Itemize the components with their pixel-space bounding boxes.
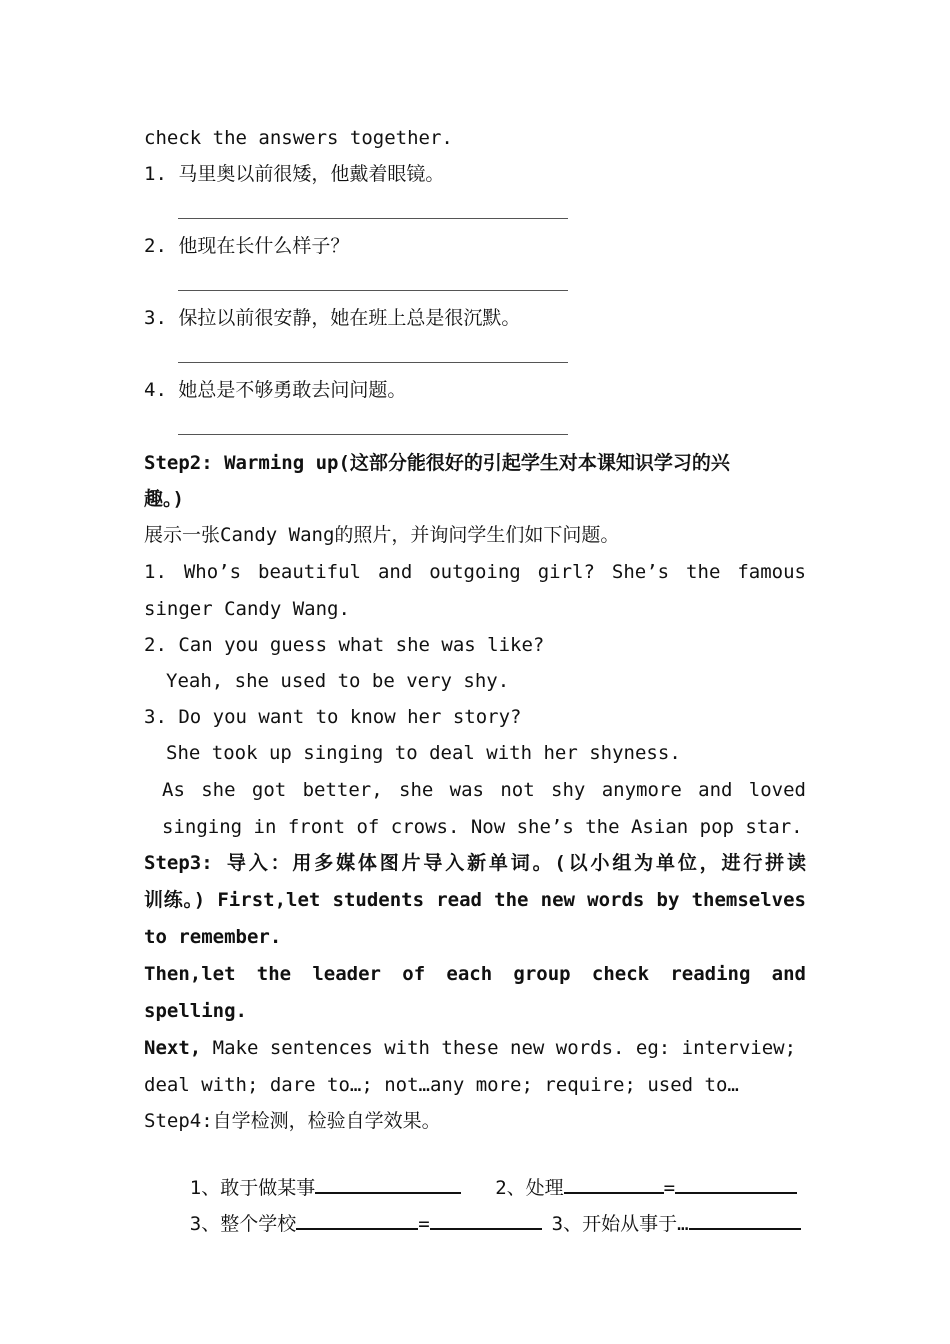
- step2-heading: Step2: Warming up(这部分能很好的引起学生对本课知识学习的兴: [144, 452, 730, 474]
- step2-heading-cont: 趣。): [144, 488, 184, 510]
- text-line: to remember.: [144, 926, 282, 948]
- exercise-item-4: 4. 她总是不够勇敢去问问题。: [144, 379, 407, 401]
- fill-item-label: 1、敢于做某事: [189, 1177, 316, 1199]
- exercise-item-3: 3. 保拉以前很安静，她在班上总是很沉默。: [144, 307, 521, 329]
- question-2: 2. Can you guess what she was like?: [144, 634, 545, 656]
- answer-3: She took up singing to deal with her shyness.: [166, 742, 681, 764]
- fill-row-1: [144, 1142, 806, 1199]
- exercise-item-2: 2. 他现在长什么样子？: [144, 235, 350, 257]
- fill-row-2: [144, 1178, 806, 1235]
- next-text: Make sentences with these new words. eg: interview;: [201, 1037, 797, 1059]
- answer-line: [178, 362, 568, 363]
- next-label: Next,: [144, 1037, 202, 1059]
- text-line: Then,let the leader of each group check reading and: [144, 963, 806, 985]
- step4-heading: Step4:自学检测，检验自学效果。: [144, 1110, 441, 1132]
- text-line: singer Candy Wang.: [144, 598, 350, 620]
- exercise-item-1: 1. 马里奥以前很矮，他戴着眼镜。: [144, 163, 445, 185]
- fill-item-label: 3、整个学校: [189, 1213, 297, 1235]
- text-line: 展示一张Candy Wang的照片，并询问学生们如下问题。: [144, 524, 620, 546]
- fill-blank[interactable]: [296, 1208, 418, 1230]
- text-line: [144, 1033, 806, 1063]
- answer-3-cont: As she got better, she was not shy anymore and loved: [162, 779, 806, 801]
- answer-2: Yeah, she used to be very shy.: [166, 670, 510, 692]
- answer-3-cont: singing in front of crows. Now she’s the Asian pop star.: [162, 816, 803, 838]
- answer-line: [178, 218, 568, 219]
- answer-line: [178, 434, 568, 435]
- text-line: spelling.: [144, 1000, 247, 1022]
- fill-blank[interactable]: [689, 1208, 801, 1230]
- fill-item-label: 2、处理: [495, 1177, 564, 1199]
- answer-line: [178, 290, 568, 291]
- text-line: check the answers together.: [144, 127, 453, 149]
- text-line: 训练。) First,let students read the new words by themselves: [144, 889, 806, 911]
- equals-sign: =: [663, 1177, 676, 1199]
- text-line: deal with; dare to…; not…any more; require; used to…: [144, 1074, 739, 1096]
- question-3: 3. Do you want to know her story?: [144, 706, 522, 728]
- question-1: 1. Who’s beautiful and outgoing girl? She’s the famous: [144, 561, 806, 583]
- fill-item-label: 3、开始从事于…: [551, 1213, 689, 1235]
- step3-heading: Step3: 导入：用多媒体图片导入新单词。(以小组为单位，进行拼读: [144, 852, 806, 874]
- equals-sign: =: [418, 1213, 430, 1235]
- fill-blank[interactable]: [430, 1208, 542, 1230]
